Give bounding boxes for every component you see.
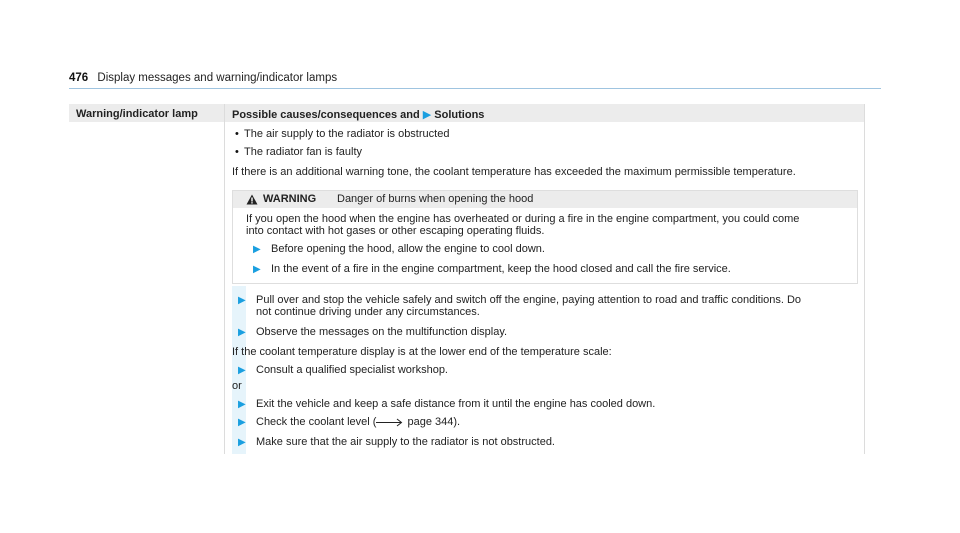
- warning-box: [232, 190, 858, 284]
- info-table: [69, 104, 865, 454]
- warning-header: [233, 191, 857, 208]
- warning-body-line: into contact with hot gases or other escaping operating fluids.: [246, 225, 545, 237]
- column-header-solutions-label: Solutions: [434, 109, 485, 121]
- page-number: 476: [69, 72, 89, 84]
- solution-step: Pull over and stop the vehicle safely and switch off the engine, paying attention to road and traffic conditions. Do: [256, 294, 802, 306]
- solution-step: [256, 416, 460, 429]
- solution-step-continued: not continue driving under any circumstances.: [256, 306, 480, 318]
- arrow-right-icon: ▶: [238, 365, 246, 376]
- additional-tone-text: If there is an additional warning tone, the coolant temperature has exceeded the maximum permissible temperature.: [232, 166, 796, 178]
- page-title: Display messages and warning/indicator lamps: [97, 72, 338, 84]
- column-header-lamp: Warning/indicator lamp: [76, 108, 198, 120]
- bullet-icon: •: [235, 146, 239, 158]
- column-divider: [224, 104, 225, 454]
- arrow-right-icon: ▶: [238, 295, 246, 306]
- solution-step: Observe the messages on the multifunction display.: [256, 326, 508, 338]
- arrow-right-icon: ▶: [422, 109, 432, 121]
- solution-step: Consult a qualified specialist workshop.: [256, 364, 448, 376]
- arrow-right-icon: ▶: [238, 399, 246, 410]
- warning-triangle-icon: [246, 194, 258, 205]
- arrow-right-icon: ▶: [238, 327, 246, 338]
- cause-item: The radiator fan is faulty: [244, 146, 363, 158]
- warning-step: In the event of a fire in the engine compartment, keep the hood closed and call the fire service.: [271, 263, 731, 275]
- warning-title: Danger of burns when opening the hood: [337, 193, 534, 205]
- warning-body-line: If you open the hood when the engine has overheated or during a fire in the engine compartment, you could come: [246, 213, 800, 225]
- column-header-causes-label: Possible causes/consequences and: [232, 109, 420, 121]
- reference-arrow-icon: [376, 418, 404, 427]
- page-header: [69, 72, 881, 89]
- arrow-right-icon: ▶: [238, 417, 246, 428]
- page-reference-link[interactable]: page 344).: [407, 416, 461, 428]
- arrow-right-icon: ▶: [253, 244, 261, 255]
- cause-item: The air supply to the radiator is obstructed: [244, 128, 450, 140]
- or-text: or: [232, 380, 242, 392]
- warning-step: Before opening the hood, allow the engine to cool down.: [271, 243, 545, 255]
- column-header-causes: [232, 108, 484, 121]
- coolant-low-text: If the coolant temperature display is at the lower end of the temperature scale:: [232, 346, 612, 358]
- table-header: [69, 104, 865, 122]
- arrow-right-icon: ▶: [253, 264, 261, 275]
- step-text: Check the coolant level (: [256, 416, 377, 428]
- solution-step: Exit the vehicle and keep a safe distance from it until the engine has cooled down.: [256, 398, 656, 410]
- solution-step: Make sure that the air supply to the radiator is not obstructed.: [256, 436, 555, 448]
- table-right-border: [864, 104, 865, 454]
- bullet-icon: •: [235, 128, 239, 140]
- warning-label: WARNING: [263, 193, 317, 205]
- arrow-right-icon: ▶: [238, 437, 246, 448]
